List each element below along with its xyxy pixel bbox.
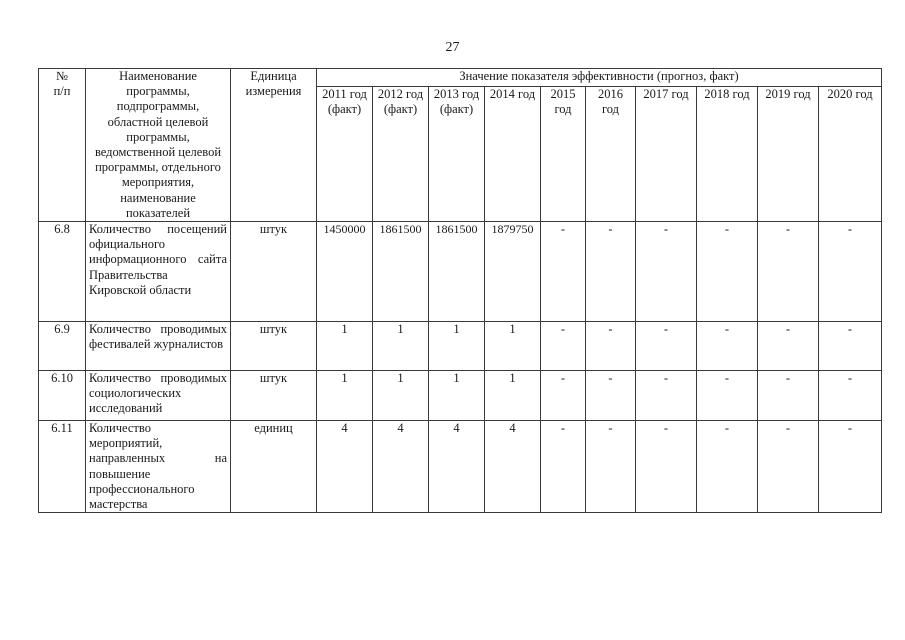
- row-value: 1: [317, 322, 373, 371]
- header-year: 2019 год: [758, 87, 819, 222]
- row-unit: штук: [231, 322, 317, 371]
- row-num: 6.8: [39, 222, 86, 322]
- row-value: -: [697, 371, 758, 421]
- row-value: -: [697, 421, 758, 513]
- page-number: 27: [445, 40, 460, 55]
- header-year: 2020 год: [819, 87, 882, 222]
- row-value: 4: [429, 421, 485, 513]
- header-unit: Единица измерения: [231, 69, 317, 222]
- row-name: Количество проводимых социологических исследований: [86, 371, 231, 421]
- row-value: -: [541, 222, 586, 322]
- row-value: -: [697, 222, 758, 322]
- table-row: [39, 421, 882, 513]
- row-name: Количество проводимых фестивалей журналистов: [86, 322, 231, 371]
- row-value: 4: [485, 421, 541, 513]
- row-value: -: [758, 371, 819, 421]
- header-year: 2016 год: [586, 87, 636, 222]
- row-value: 1: [373, 322, 429, 371]
- row-unit: штук: [231, 371, 317, 421]
- row-value: 1: [373, 371, 429, 421]
- header-row-1: [39, 69, 882, 87]
- row-num: 6.9: [39, 322, 86, 371]
- row-value: 1: [429, 371, 485, 421]
- row-value: -: [819, 371, 882, 421]
- row-value: -: [819, 222, 882, 322]
- row-value: -: [586, 222, 636, 322]
- row-value: -: [636, 371, 697, 421]
- header-year: 2013 год (факт): [429, 87, 485, 222]
- row-value: 1: [485, 322, 541, 371]
- header-year: 2012 год (факт): [373, 87, 429, 222]
- row-value: 1450000: [317, 222, 373, 322]
- row-value: 4: [373, 421, 429, 513]
- table-row: [39, 322, 882, 371]
- table-row: [39, 222, 882, 322]
- row-num: 6.10: [39, 371, 86, 421]
- row-value: -: [636, 322, 697, 371]
- row-value: -: [541, 371, 586, 421]
- header-value-group: Значение показателя эффективности (прогноз, факт): [317, 69, 882, 87]
- row-value: -: [758, 421, 819, 513]
- header-year: 2014 год: [485, 87, 541, 222]
- header-year: 2018 год: [697, 87, 758, 222]
- row-name: Количество посещений официального информационного сайта Правительства Кировской области: [86, 222, 231, 322]
- row-value: -: [636, 421, 697, 513]
- row-value: 1861500: [429, 222, 485, 322]
- row-value: -: [819, 421, 882, 513]
- row-value: 1: [485, 371, 541, 421]
- row-value: -: [541, 421, 586, 513]
- row-name: Количество мероприятий, направленных на повышение профессионального мастерства: [86, 421, 231, 513]
- table-row: [39, 371, 882, 421]
- header-year: 2011 год (факт): [317, 87, 373, 222]
- row-value: -: [697, 322, 758, 371]
- header-num: № п/п: [39, 69, 86, 222]
- row-num: 6.11: [39, 421, 86, 513]
- row-value: -: [586, 421, 636, 513]
- header-year: 2015 год: [541, 87, 586, 222]
- row-value: -: [541, 322, 586, 371]
- row-value: 1: [317, 371, 373, 421]
- row-value: 1879750: [485, 222, 541, 322]
- row-value: 1: [429, 322, 485, 371]
- row-value: -: [819, 322, 882, 371]
- header-year: 2017 год: [636, 87, 697, 222]
- row-value: -: [636, 222, 697, 322]
- row-value: -: [758, 322, 819, 371]
- row-unit: штук: [231, 222, 317, 322]
- row-value: 4: [317, 421, 373, 513]
- row-value: -: [586, 371, 636, 421]
- row-value: 1861500: [373, 222, 429, 322]
- row-value: -: [758, 222, 819, 322]
- row-value: -: [586, 322, 636, 371]
- row-unit: единиц: [231, 421, 317, 513]
- header-name: Наименование программы, подпрограммы, областной целевой программы, ведомственной целевой программы, отдельного мероприятия, наименование показателей: [86, 69, 231, 222]
- indicators-table: [38, 68, 882, 513]
